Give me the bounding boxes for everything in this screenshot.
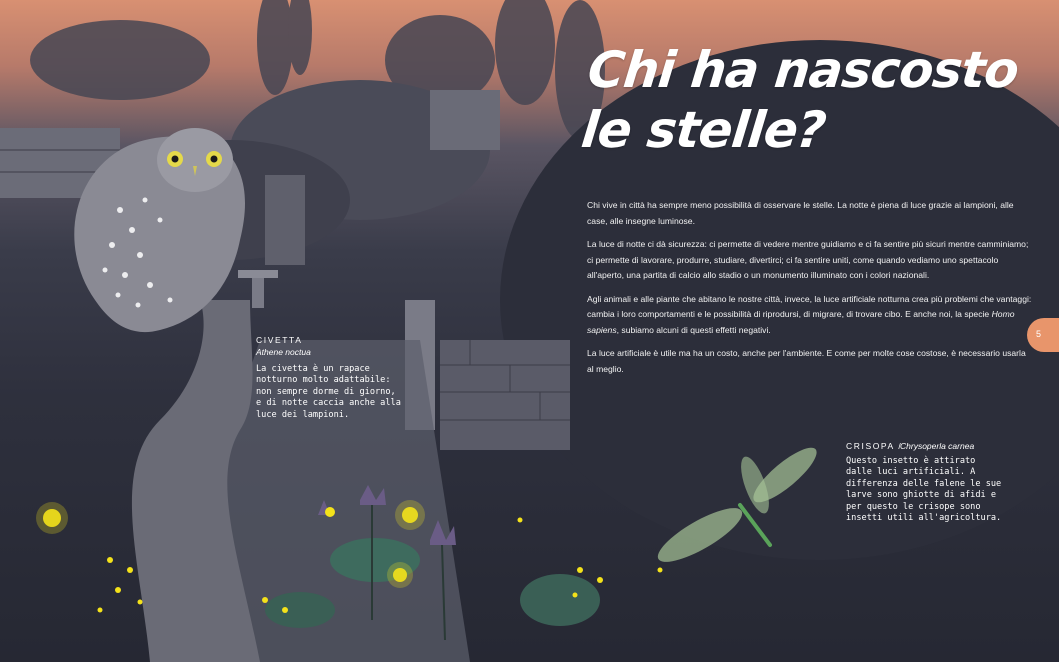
body-text (587, 198, 1032, 385)
owl-caption-title: CIVETTA (256, 335, 303, 345)
paragraph-4: La luce artificiale è utile ma ha un costo, anche per l'ambiente. E come per molte cose costose, è necessario usarla al meglio. (587, 348, 1026, 374)
paragraph-3: Agli animali e alle piante che abitano le nostre città, invece, la luce artificiale notturna crea più problemi che vantaggi: cambia i loro comportamenti e le possibilità di riprodursi, di migrare, di trovare cibo. E anche noi, la specie Homo sapiens, subiamo alcuni di questi effetti negativi. (587, 293, 1032, 335)
paragraph-2: La luce di notte ci dà sicurezza: ci permette di vedere mentre guidiamo e ci fa sentire più sicuri mentre camminiamo; ci permette di lavorare, produrre, studiare, divertirci; ci fa sentire uniti, come quando vediamo uno spettacolo all'aperto, una partita di calcio allo stadio o un monumento illuminato con i colori nazionali. (587, 239, 1029, 280)
lacewing-caption-body: Questo insetto è attirato dalle luci artificiali. A differenza delle falene le sue larve sono ghiotte di afidi e per questo le crisope sono insetti utili all'agricoltura. (846, 456, 1002, 524)
paragraph-1: Chi vive in città ha sempre meno possibilità di osservare le stelle. La notte è piena di luce grazie ai lampioni, alle case, alle insegne luminose. (587, 200, 1014, 226)
page-title: Chi ha nascosto le stelle? (578, 41, 1021, 159)
owl-caption-scientific-name: Athene noctua (256, 347, 311, 357)
owl-caption-body: La civetta è un rapace notturno molto adattabile: non sempre dorme di giorno, e di notte caccia anche alla luce dei lampioni. (256, 364, 401, 420)
lacewing-caption-scientific-name: Chrysoperla carnea (900, 441, 975, 451)
lacewing-caption-title: CRISOPA / (846, 441, 903, 451)
page-number: 5 (1036, 329, 1042, 339)
page-number-tab (1027, 318, 1059, 352)
